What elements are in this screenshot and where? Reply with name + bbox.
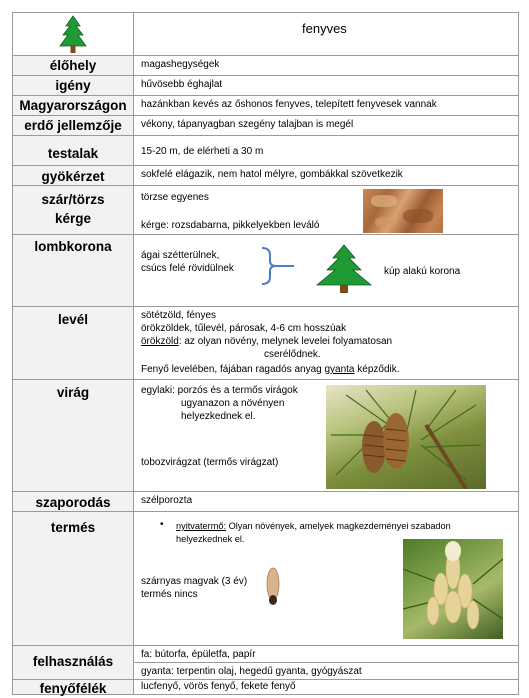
row-value-line1: ágai szétterülnek, [141,250,220,261]
pine-tree-icon [58,15,88,55]
pine-cone-photo [326,385,486,489]
row-value-line1: egylaki: porzós és a termős virágok [141,385,298,396]
row-value-line2: csúcs felé rövidülnek [141,263,234,274]
bark-photo [363,189,443,233]
row-value: lucfenyő, vörös fenyő, fekete fenyő [141,681,296,692]
row-value: szélporozta [141,495,193,506]
row-value-line4: termés nincs [141,589,198,600]
header-title: fenyves [302,21,347,36]
row-value-line1: sötétzöld, fényes [141,310,217,321]
row-label: gyökérzet [13,166,134,185]
row-value-line1: fa: bútorfa, épületfa, papír [141,649,256,660]
row-value: sokfelé elágazik, nem hatol mélyre, gombákkal szövetkezik [141,169,403,180]
row-label: élőhely [13,56,134,75]
row-fenyofelek [13,679,518,695]
row-label: szaporodás [13,492,134,511]
row-value-line2: gyanta: terpentin olaj, hegedű gyanta, gyógyászat [141,666,362,677]
row-testalak [13,135,518,165]
row-value: magashegységek [141,59,220,70]
row-felhasznalas [13,645,518,679]
row-gyokerzet [13,165,518,185]
winged-seed-photo [264,566,282,608]
row-label: levél [13,307,134,379]
row-elohely [13,55,518,75]
row-value-line2: helyezkednek el. [176,534,245,544]
row-value: hűvösebb éghajlat [141,79,223,90]
row-szaporodas [13,491,518,511]
row-value-line3: örökzöld: az olyan növény, melynek levelei folyamatosan [141,336,393,347]
row-value-line2: örökzöldek, tűlevél, párosak, 4-6 cm hosszúak [141,323,347,334]
header-icon-cell [13,13,134,55]
row-erdo-jellemzoje [13,115,518,135]
bullet: • [160,519,164,530]
row-value-line2: kérge: rozsdabarna, pikkelyekben leváló [141,220,320,231]
row-label: virág [13,380,134,491]
row-value: 15-20 m, de elérheti a 30 m [141,146,264,157]
row-label: erdő jellemzője [13,116,134,135]
row-value-line4: tobozvirágzat (termős virágzat) [141,457,279,468]
crown-shape-label: kúp alakú korona [384,266,461,277]
row-label: igény [13,76,134,95]
row-magyarorszagon [13,95,518,115]
row-szar-torzs [13,185,518,234]
row-label: felhasználás [13,646,134,679]
row-label: fenyőfélék [13,680,134,694]
row-label: testalak [13,136,134,165]
row-value-line2: ugyanazon a növényen [181,398,285,409]
row-value-line3: szárnyas magvak (3 év) [141,576,248,587]
row-value-line1: nyitvatermő: Olyan növények, amelyek magkezdeményei szabadon [176,521,451,531]
row-label: termés [13,512,134,645]
row-value: vékony, tápanyagban szegény talajban is megél [141,119,354,130]
row-label: szár/törzs kérge [13,186,134,234]
brace-icon [258,246,298,286]
row-value: hazánkban kevés az őshonos fenyves, telepített fenyvesek vannak [141,99,437,110]
row-virag [13,379,518,491]
row-igeny [13,75,518,95]
row-level [13,306,518,379]
term-nyitvaterm: nyitvatermő: [176,521,227,531]
term-gyanta: gyanta [324,364,355,375]
row-value-line4: Fenyő levelében, fájában ragadós anyag gyanta képződik. [141,364,400,375]
row-label: Magyarországon [13,96,134,115]
row-value-line1: törzse egyenes [141,192,209,203]
header-row [13,12,518,55]
row-value-line3b: cserélődnek. [264,349,321,360]
pine-flower-photo [403,539,503,639]
row-label: lombkorona [13,235,134,306]
row-termes [13,511,518,645]
row-lombkorona [13,234,518,306]
fenyves-table [12,12,519,695]
pine-tree-icon [315,244,373,294]
row-value-line3: helyezkednek el. [181,411,256,422]
term-orokzold: örökzöld [141,336,179,347]
